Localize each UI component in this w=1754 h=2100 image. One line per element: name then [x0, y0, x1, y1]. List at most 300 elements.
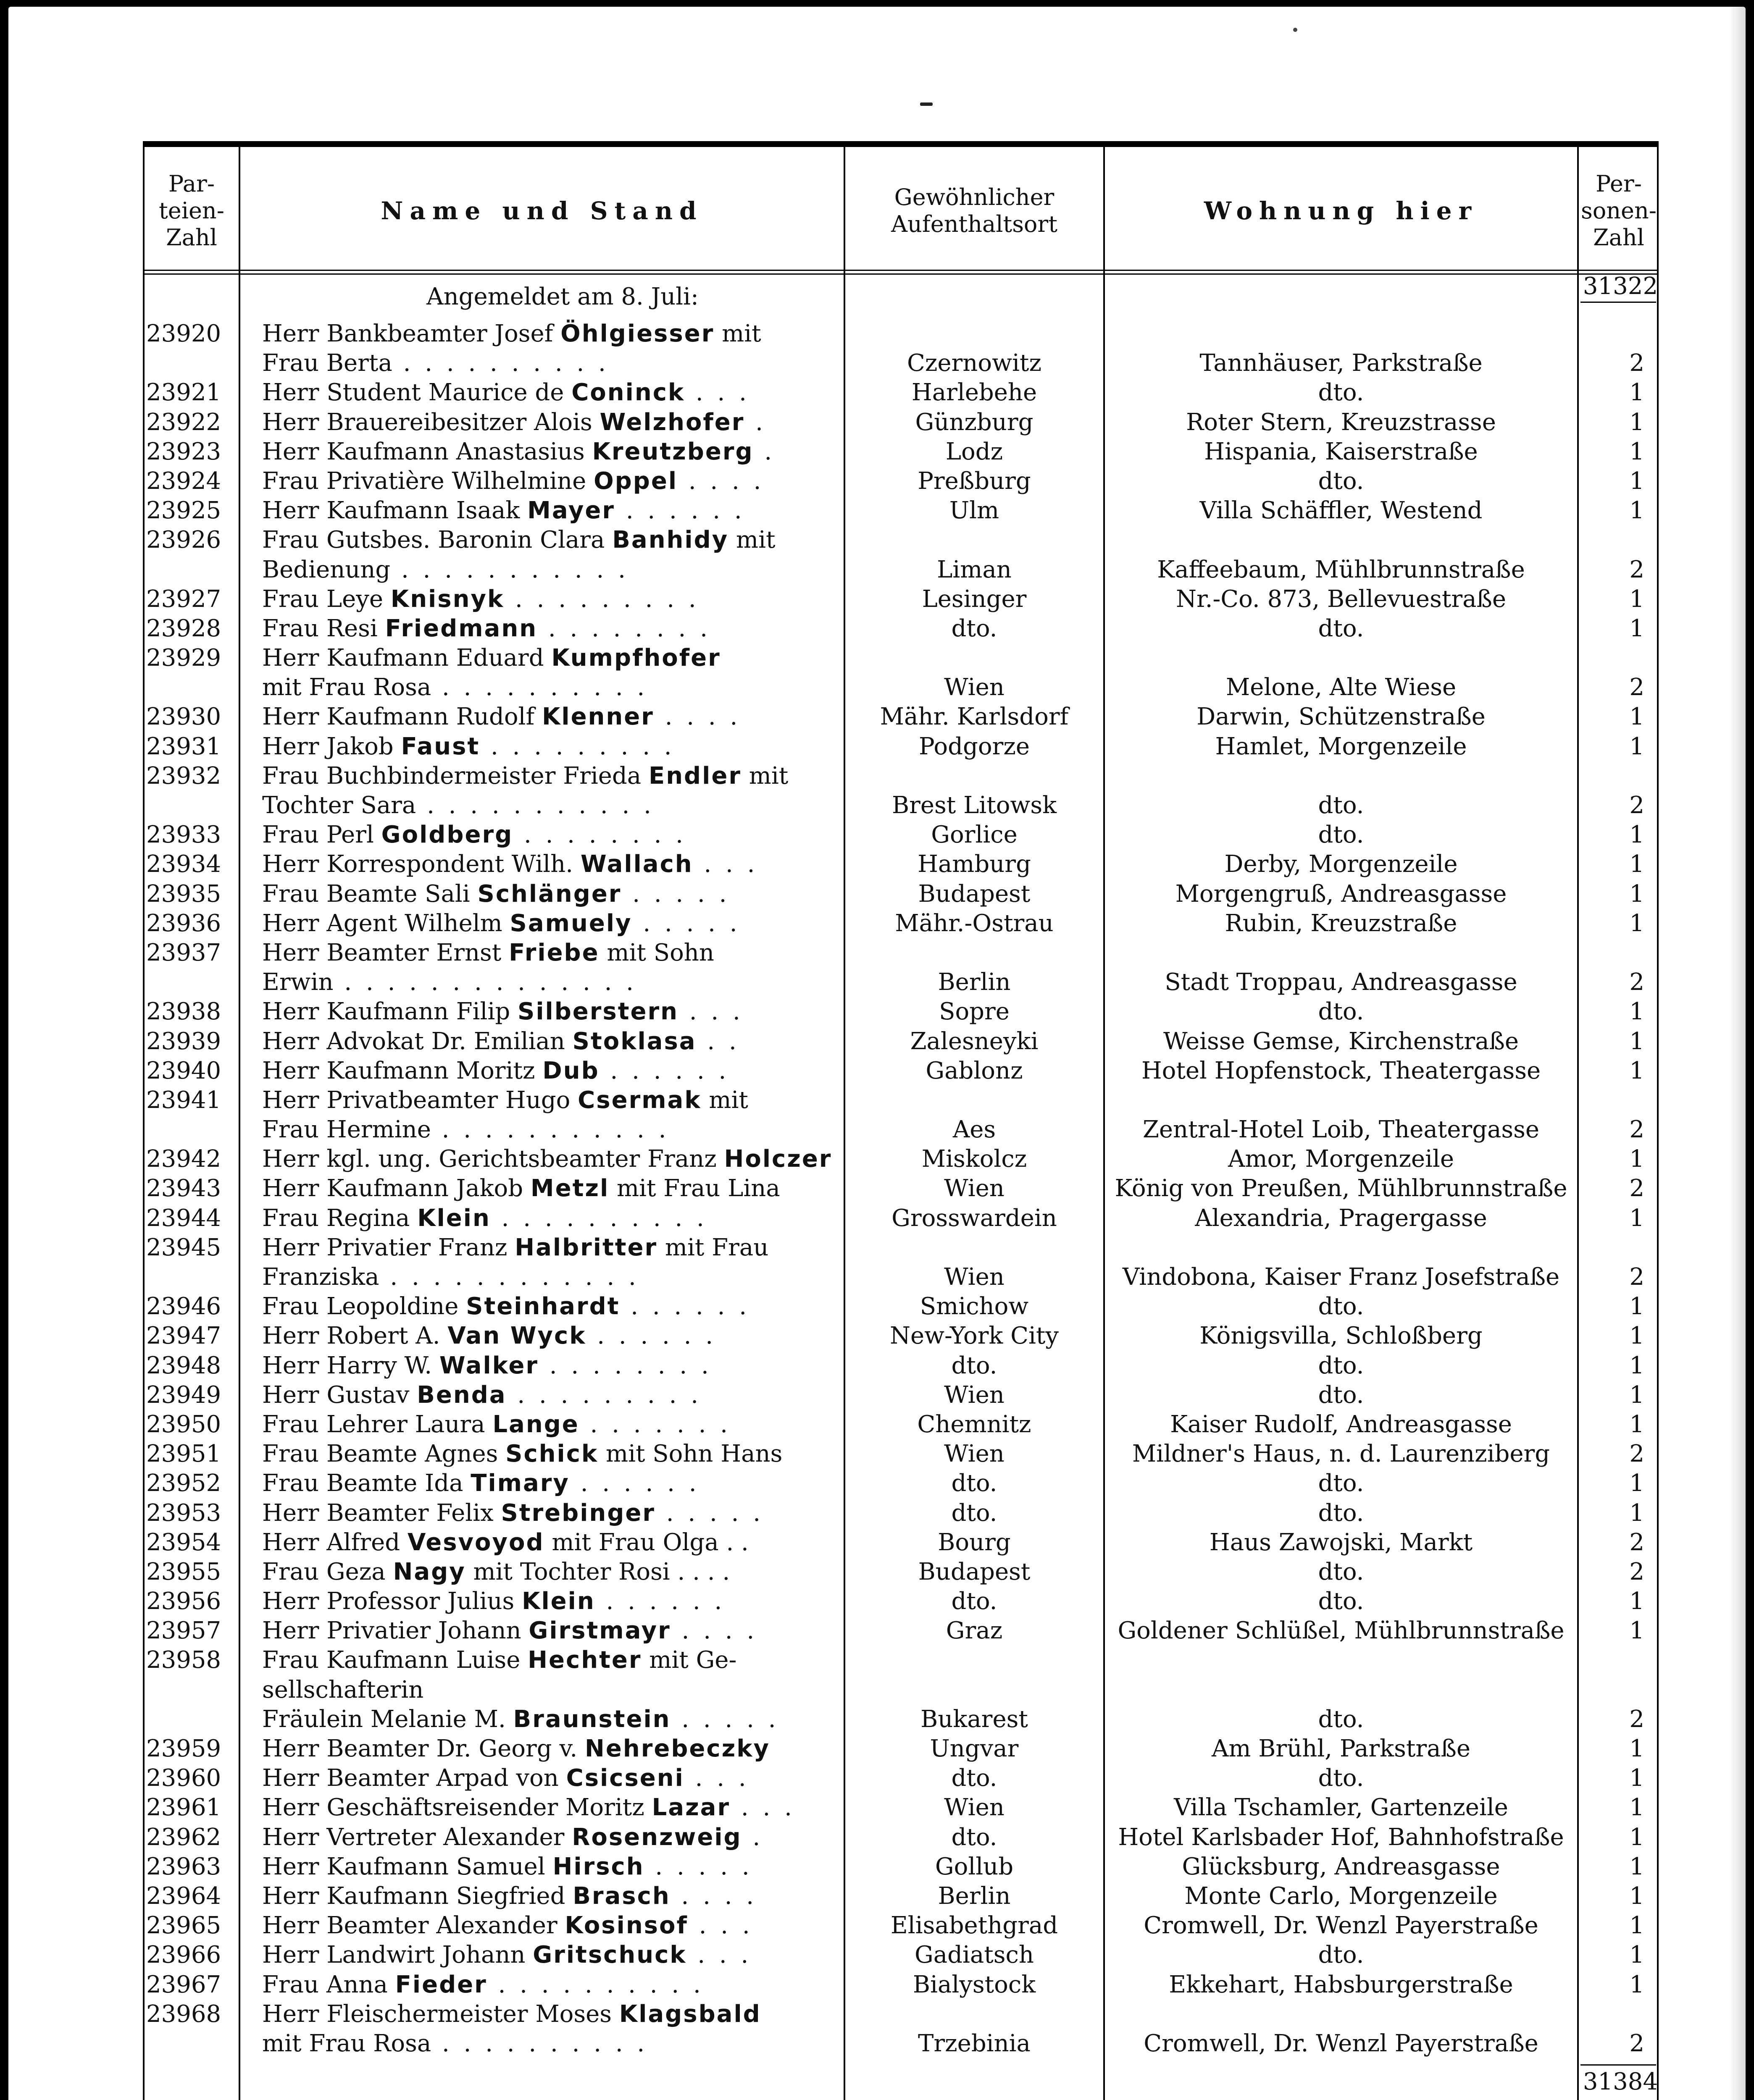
persons-count: 1 [1629, 467, 1644, 495]
leader-dots: . . . . [671, 1617, 758, 1645]
party-number: 23937 [146, 939, 221, 966]
party-number: 23934 [146, 850, 221, 878]
surname: Kosinsof [565, 1912, 688, 1940]
leader-dots: . . . [686, 1941, 752, 1969]
name-text: Herr Kaufmann Siegfried [262, 1882, 573, 1910]
local-lodging: dto. [1318, 1558, 1364, 1586]
local-lodging: dto. [1318, 1470, 1364, 1497]
surname: Metzl [530, 1175, 610, 1202]
local-lodging: Morgengruß, Andreasgasse [1175, 880, 1507, 908]
surname: Fieder [395, 1971, 487, 1998]
usual-residence: Elisabethgrad [890, 1912, 1058, 1940]
leader-dots: . . . . . [621, 880, 730, 908]
register-line [145, 1351, 1660, 1381]
usual-residence: Gorlice [931, 821, 1018, 849]
local-lodging: Am Brühl, Parkstraße [1211, 1735, 1471, 1762]
name-and-status [262, 1646, 960, 1675]
surname: Vesvoyod [407, 1528, 544, 1556]
persons-count: 2 [1629, 1528, 1644, 1556]
register-line [145, 1646, 1660, 1675]
name-text: Herr Robert A. [262, 1322, 448, 1350]
name-text: Frau Leopoldine [262, 1293, 466, 1320]
name-text: Herr Kaufmann Jakob [262, 1175, 531, 1202]
register-line [145, 496, 1660, 525]
register-line [145, 1027, 1660, 1056]
local-lodging: Hotel Karlsbader Hof, Bahnhofstraße [1118, 1823, 1564, 1851]
register-line [145, 555, 1660, 585]
local-lodging: Nr.-Co. 873, Bellevuestraße [1175, 585, 1507, 613]
leader-dots: . . . . . . [595, 1588, 726, 1615]
party-number: 23938 [146, 998, 221, 1026]
usual-residence: Sopre [939, 998, 1010, 1026]
surname: Schick [505, 1440, 599, 1468]
persons-count: 1 [1629, 1617, 1644, 1645]
leader-dots: . . . . [678, 467, 765, 495]
persons-count: 2 [1629, 1440, 1644, 1468]
local-lodging: Weisse Gemse, Kirchenstraße [1163, 1027, 1519, 1055]
persons-count: 1 [1629, 1735, 1644, 1762]
leader-dots: . . . . . . . . [513, 821, 686, 849]
local-lodging: König von Preußen, Mühlbrunnstraße [1115, 1175, 1567, 1202]
surname: Klein [522, 1588, 595, 1615]
persons-count: 1 [1629, 1499, 1644, 1527]
surname: Oppel [594, 467, 678, 495]
surname: Silberstern [518, 998, 678, 1026]
name-text: Frau Privatière Wilhelmine [262, 467, 594, 495]
usual-residence: Günzburg [915, 408, 1033, 436]
persons-count: 1 [1629, 1145, 1644, 1173]
leader-dots: . . [696, 1027, 740, 1055]
register-line [145, 467, 1660, 496]
name-text: Herr Privatbeamter Hugo [262, 1086, 578, 1114]
name-text: mit Sohn Hans [598, 1440, 783, 1468]
persons-count: 1 [1629, 408, 1644, 436]
register-line [145, 732, 1660, 761]
local-lodging: Haus Zawojski, Markt [1209, 1528, 1473, 1556]
name-text: Frau Berta [262, 349, 392, 377]
surname: Stoklasa [572, 1027, 697, 1055]
surname: Csermak [578, 1086, 702, 1114]
party-number: 23954 [146, 1528, 221, 1556]
persons-count: 2 [1629, 969, 1644, 996]
name-text: mit [741, 762, 789, 790]
ink-mark [920, 102, 933, 106]
register-line [145, 2029, 1660, 2058]
register-line [145, 1911, 1660, 1940]
name-text: Herr kgl. ung. Gerichtsbeamter Franz [262, 1145, 724, 1173]
register-line [145, 1439, 1660, 1469]
name-text: Frau Geza [262, 1558, 393, 1586]
party-number: 23953 [146, 1499, 221, 1527]
name-text: Tochter Sara [262, 792, 416, 819]
name-text: mit [714, 320, 761, 347]
local-lodging: Königsvilla, Schloßberg [1199, 1322, 1483, 1350]
persons-count: 1 [1629, 732, 1644, 760]
party-number: 23964 [146, 1882, 221, 1910]
persons-count: 2 [1629, 792, 1644, 819]
register-line [145, 408, 1660, 437]
local-lodging: dto. [1318, 998, 1364, 1026]
surname: Lazar [652, 1794, 731, 1822]
leader-dots: . . . . . . . . [537, 614, 711, 642]
name-text: mit Frau [657, 1234, 769, 1261]
local-lodging: Kaffeebaum, Mühlbrunnstraße [1157, 556, 1525, 583]
persons-count: 1 [1629, 998, 1644, 1026]
party-number: 23939 [146, 1027, 221, 1055]
surname: Hirsch [552, 1853, 644, 1880]
local-lodging: dto. [1318, 792, 1364, 819]
name-text: Frau Buchbindermeister Frieda [262, 762, 649, 790]
usual-residence: dto. [951, 1352, 997, 1379]
name-text: Herr Bankbeamter Josef [262, 320, 561, 347]
party-number: 23925 [146, 497, 221, 525]
name-text: Herr Brauereibesitzer Alois [262, 408, 600, 436]
persons-count: 1 [1629, 1882, 1644, 1910]
persons-count: 2 [1629, 1558, 1644, 1586]
usual-residence: Bukarest [920, 1705, 1028, 1733]
usual-residence: Berlin [938, 969, 1011, 996]
name-text: mit Sohn [599, 939, 714, 966]
party-number: 23966 [146, 1941, 221, 1969]
surname: Klagsbald [619, 2000, 761, 2028]
usual-residence: Bialystock [913, 1971, 1036, 1998]
name-text: Herr Jakob [262, 732, 401, 760]
party-number: 23956 [146, 1588, 221, 1615]
local-lodging: Alexandria, Pragergasse [1195, 1204, 1487, 1232]
register-line [145, 1115, 1660, 1144]
surname: Friedmann [385, 614, 538, 642]
name-text: Herr Kaufmann Anastasius [262, 438, 592, 465]
usual-residence: Gadiatsch [915, 1941, 1034, 1969]
party-number: 23960 [146, 1764, 221, 1792]
persons-count: 2 [1629, 349, 1644, 377]
register-line [145, 1675, 1660, 1705]
local-lodging: Stadt Troppau, Andreasgasse [1165, 969, 1517, 996]
leader-dots: . . . [730, 1794, 795, 1822]
local-lodging: Cromwell, Dr. Wenzl Payerstraße [1144, 2029, 1538, 2057]
name-text: Herr Landwirt Johann [262, 1941, 533, 1969]
leader-dots: . [742, 1823, 764, 1851]
usual-residence: Trzebinia [918, 2029, 1031, 2057]
leader-dots: . . . . . . . . . . [490, 1204, 707, 1232]
party-number: 23950 [146, 1410, 221, 1438]
party-number: 23947 [146, 1322, 221, 1350]
party-number: 23936 [146, 909, 221, 937]
register-line [145, 1528, 1660, 1557]
surname: Kreutzberg [592, 438, 754, 465]
persons-count: 1 [1629, 880, 1644, 908]
register-line [145, 1086, 1660, 1115]
local-lodging: dto. [1318, 1499, 1364, 1527]
leader-dots: . . . . [670, 1882, 757, 1910]
local-lodging: Mildner's Haus, n. d. Laurenziberg [1132, 1440, 1550, 1468]
leader-dots: . . . [678, 998, 744, 1026]
usual-residence: dto. [951, 1764, 997, 1792]
name-text: Frau Leye [262, 585, 391, 613]
register-line [145, 1940, 1660, 1970]
local-lodging: Glücksburg, Andreasgasse [1182, 1853, 1500, 1880]
register-line [145, 1852, 1660, 1882]
register-line [145, 1410, 1660, 1439]
local-lodging: Amor, Morgenzeile [1228, 1145, 1454, 1173]
local-lodging: Monte Carlo, Morgenzeile [1184, 1882, 1498, 1910]
local-lodging: Vindobona, Kaiser Franz Josefstraße [1122, 1263, 1560, 1291]
local-lodging: Derby, Morgenzeile [1224, 850, 1458, 878]
register-line [145, 820, 1660, 850]
register-line [145, 1557, 1660, 1587]
usual-residence: Mähr. Karlsdorf [880, 703, 1069, 731]
party-number: 23927 [146, 585, 221, 613]
leader-dots: . . . . [654, 703, 741, 731]
name-text: Frau Gutsbes. Baronin Clara [262, 526, 613, 554]
persons-count: 2 [1629, 2029, 1644, 2057]
usual-residence: dto. [951, 1588, 997, 1615]
register-line [145, 702, 1660, 732]
party-number: 23957 [146, 1617, 221, 1645]
leader-dots: . . . . . . . . . . [392, 349, 609, 377]
party-number: 23949 [146, 1381, 221, 1409]
name-and-status [262, 525, 960, 555]
surname: Mayer [527, 497, 615, 525]
surname: Walker [439, 1352, 539, 1379]
local-lodging: Villa Tschamler, Gartenzeile [1174, 1794, 1508, 1822]
local-lodging: dto. [1318, 1293, 1364, 1320]
party-number: 23942 [146, 1145, 221, 1173]
name-text: Erwin [262, 969, 334, 996]
usual-residence: dto. [951, 1470, 997, 1497]
register-line [145, 525, 1660, 555]
header-name-und-stand: Name und Stand [381, 197, 703, 225]
name-text: Frau Perl [262, 821, 381, 849]
party-number: 23948 [146, 1352, 221, 1379]
usual-residence: Gollub [935, 1853, 1014, 1880]
register-line [145, 1823, 1660, 1852]
party-number: 23933 [146, 821, 221, 849]
surname: Rosenzweig [572, 1823, 742, 1851]
name-and-status [262, 1233, 960, 1263]
name-text: Herr Kaufmann Rudolf [262, 703, 542, 731]
persons-count: 1 [1629, 1971, 1644, 1998]
register-line [145, 791, 1660, 820]
leader-dots: . . . . . [632, 909, 741, 937]
speck [1293, 28, 1297, 32]
register-line [145, 1292, 1660, 1321]
register-line [145, 879, 1660, 909]
usual-residence: Harlebehe [911, 379, 1037, 407]
register-line [145, 1263, 1660, 1292]
persons-count: 1 [1629, 1941, 1644, 1969]
party-number: 23968 [146, 2000, 221, 2028]
party-number: 23962 [146, 1823, 221, 1851]
party-number: 23961 [146, 1794, 221, 1822]
section-title: Angemeldet am 8. Juli: [426, 283, 699, 310]
local-lodging: dto. [1318, 1764, 1364, 1792]
usual-residence: Ungvar [930, 1735, 1019, 1762]
name-text: mit [701, 1086, 748, 1114]
name-text: Herr Kaufmann Samuel [262, 1853, 553, 1880]
local-lodging: dto. [1318, 614, 1364, 642]
name-and-status [262, 761, 960, 791]
name-text: Frau Regina [262, 1204, 418, 1232]
surname: Hechter [528, 1646, 642, 1674]
persons-count: 1 [1629, 438, 1644, 465]
leader-dots: . . . . . . . . . [506, 1381, 702, 1409]
leader-dots: . . . . . . . . . . . [390, 556, 629, 583]
leader-dots: . . . . . . [569, 1470, 700, 1497]
surname: Holczer [724, 1145, 832, 1173]
usual-residence: Gablonz [926, 1057, 1023, 1084]
register-line [145, 643, 1660, 673]
register-line [145, 1056, 1660, 1086]
surname: Coninck [571, 379, 685, 407]
header-personen-zahl: Per- sonen- Zahl [1581, 171, 1657, 251]
name-text: Herr Geschäftsreisender Moritz [262, 1794, 652, 1822]
name-text: Herr Agent Wilhelm [262, 909, 510, 937]
name-text: Herr Beamter Arpad von [262, 1764, 566, 1792]
surname: Benda [417, 1381, 507, 1409]
name-text: Herr Kaufmann Filip [262, 998, 518, 1026]
persons-count: 1 [1629, 1588, 1644, 1615]
surname: Halbritter [515, 1234, 658, 1261]
party-number: 23929 [146, 644, 221, 672]
header-aufenthaltsort: Gewöhnlicher Aufenthaltsort [891, 184, 1057, 237]
leader-dots: . . . [688, 1912, 753, 1940]
surname: Girstmayr [529, 1617, 671, 1645]
party-number: 23930 [146, 703, 221, 731]
name-text: mit Frau Rosa [262, 2029, 431, 2057]
name-text: Fräulein Melanie M. [262, 1705, 513, 1733]
party-number: 23965 [146, 1912, 221, 1940]
party-number: 23924 [146, 467, 221, 495]
party-number: 23940 [146, 1057, 221, 1084]
persons-count: 1 [1629, 1057, 1644, 1084]
party-number: 23963 [146, 1853, 221, 1880]
usual-residence: Wien [944, 1175, 1005, 1202]
usual-residence: New-York City [889, 1322, 1059, 1350]
register-line [145, 1174, 1660, 1203]
usual-residence: Budapest [918, 880, 1031, 908]
local-lodging: Hispania, Kaiserstraße [1204, 438, 1478, 465]
party-number: 23943 [146, 1175, 221, 1202]
header-wohnung-hier: Wohnung hier [1204, 197, 1478, 225]
surname: Brasch [573, 1882, 671, 1910]
leader-dots: . . . . . . [620, 1293, 750, 1320]
surname: Friebe [509, 939, 600, 966]
register-line [145, 2000, 1660, 2029]
name-and-status [262, 319, 960, 349]
persons-count: 2 [1629, 1175, 1644, 1202]
persons-count: 1 [1629, 1352, 1644, 1379]
register-line [145, 349, 1660, 378]
surname: Dub [542, 1057, 600, 1084]
register-line [145, 850, 1660, 879]
usual-residence: Smichow [920, 1293, 1029, 1320]
register-line [145, 1882, 1660, 1911]
persons-count: 1 [1629, 585, 1644, 613]
name-and-status [262, 938, 960, 968]
local-lodging: Ekkehart, Habsburgerstraße [1169, 1971, 1513, 1998]
register-line [145, 319, 1660, 349]
leader-dots: . . . . . . . . [538, 1352, 712, 1379]
name-text: Herr Alfred [262, 1528, 408, 1556]
register-line [145, 1587, 1660, 1616]
surname: Csicseni [566, 1764, 684, 1792]
header-rule [145, 270, 1659, 275]
leader-dots: . . . . . . [615, 497, 745, 525]
local-lodging: Zentral-Hotel Loib, Theatergasse [1143, 1116, 1539, 1144]
leader-dots: . . . . . [644, 1853, 753, 1880]
usual-residence: Czernowitz [907, 349, 1041, 377]
surname: Strebinger [501, 1499, 655, 1527]
usual-residence: Berlin [938, 1882, 1011, 1910]
name-text: mit [728, 526, 776, 554]
usual-residence: dto. [951, 1499, 997, 1527]
local-lodging: Roter Stern, Kreuzstrasse [1186, 408, 1496, 436]
persons-count: 1 [1629, 821, 1644, 849]
leader-dots: . . . . . . . . . . . [416, 792, 655, 819]
usual-residence: Lesinger [922, 585, 1027, 613]
register-line [145, 968, 1660, 997]
name-text: Herr Fleischermeister Moses [262, 2000, 619, 2028]
register-line [145, 1705, 1660, 1734]
local-lodging: Tannhäuser, Parkstraße [1199, 349, 1483, 377]
leader-dots: . . . [685, 379, 750, 407]
surname: Knisnyk [390, 585, 505, 613]
usual-residence: Miskolcz [921, 1145, 1027, 1173]
surname: Gritschuck [533, 1941, 687, 1969]
name-text: Frau Lehrer Laura [262, 1410, 493, 1438]
surname: Steinhardt [466, 1293, 620, 1320]
usual-residence: Brest Litowsk [891, 792, 1057, 819]
register-line [145, 1970, 1660, 2000]
name-text: Frau Beamte Sali [262, 880, 478, 908]
local-lodging: dto. [1318, 821, 1364, 849]
leader-dots: . . . . . . . . . [504, 585, 699, 613]
name-text: Herr Beamter Ernst [262, 939, 509, 966]
name-text: Herr Kaufmann Moritz [262, 1057, 543, 1084]
surname: Wallach [580, 850, 693, 878]
name-text: Herr Professor Julius [262, 1588, 522, 1615]
persons-count: 2 [1629, 674, 1644, 701]
party-number: 23952 [146, 1470, 221, 1497]
persons-count: 1 [1629, 1794, 1644, 1822]
name-text: Frau Beamte Agnes [262, 1440, 506, 1468]
register-line [145, 1144, 1660, 1174]
register-line [145, 378, 1660, 407]
name-text: Herr Kaufmann Isaak [262, 497, 528, 525]
register-line [145, 1793, 1660, 1822]
party-number: 23926 [146, 526, 221, 554]
name-text: Bedienung [262, 556, 391, 583]
name-text: mit Frau Lina [609, 1175, 780, 1202]
party-number: 23955 [146, 1558, 221, 1586]
surname: Endler [648, 762, 742, 790]
persons-count: 1 [1629, 1381, 1644, 1409]
header-parteien-zahl: Par- teien- Zahl [159, 171, 224, 251]
name-text: Herr Privatier Johann [262, 1617, 529, 1645]
persons-count: 1 [1629, 1322, 1644, 1350]
name-text: Herr Beamter Alexander [262, 1912, 565, 1940]
name-text: Herr Advokat Dr. Emilian [262, 1027, 573, 1055]
register-line [145, 1616, 1660, 1646]
register-line [145, 1233, 1660, 1263]
surname: Nagy [393, 1558, 466, 1586]
party-number: 23932 [146, 762, 221, 790]
surname: Kumpfhofer [551, 644, 721, 672]
usual-residence: Aes [952, 1116, 996, 1144]
usual-residence: Ulm [949, 497, 999, 525]
usual-residence: Preßburg [918, 467, 1031, 495]
